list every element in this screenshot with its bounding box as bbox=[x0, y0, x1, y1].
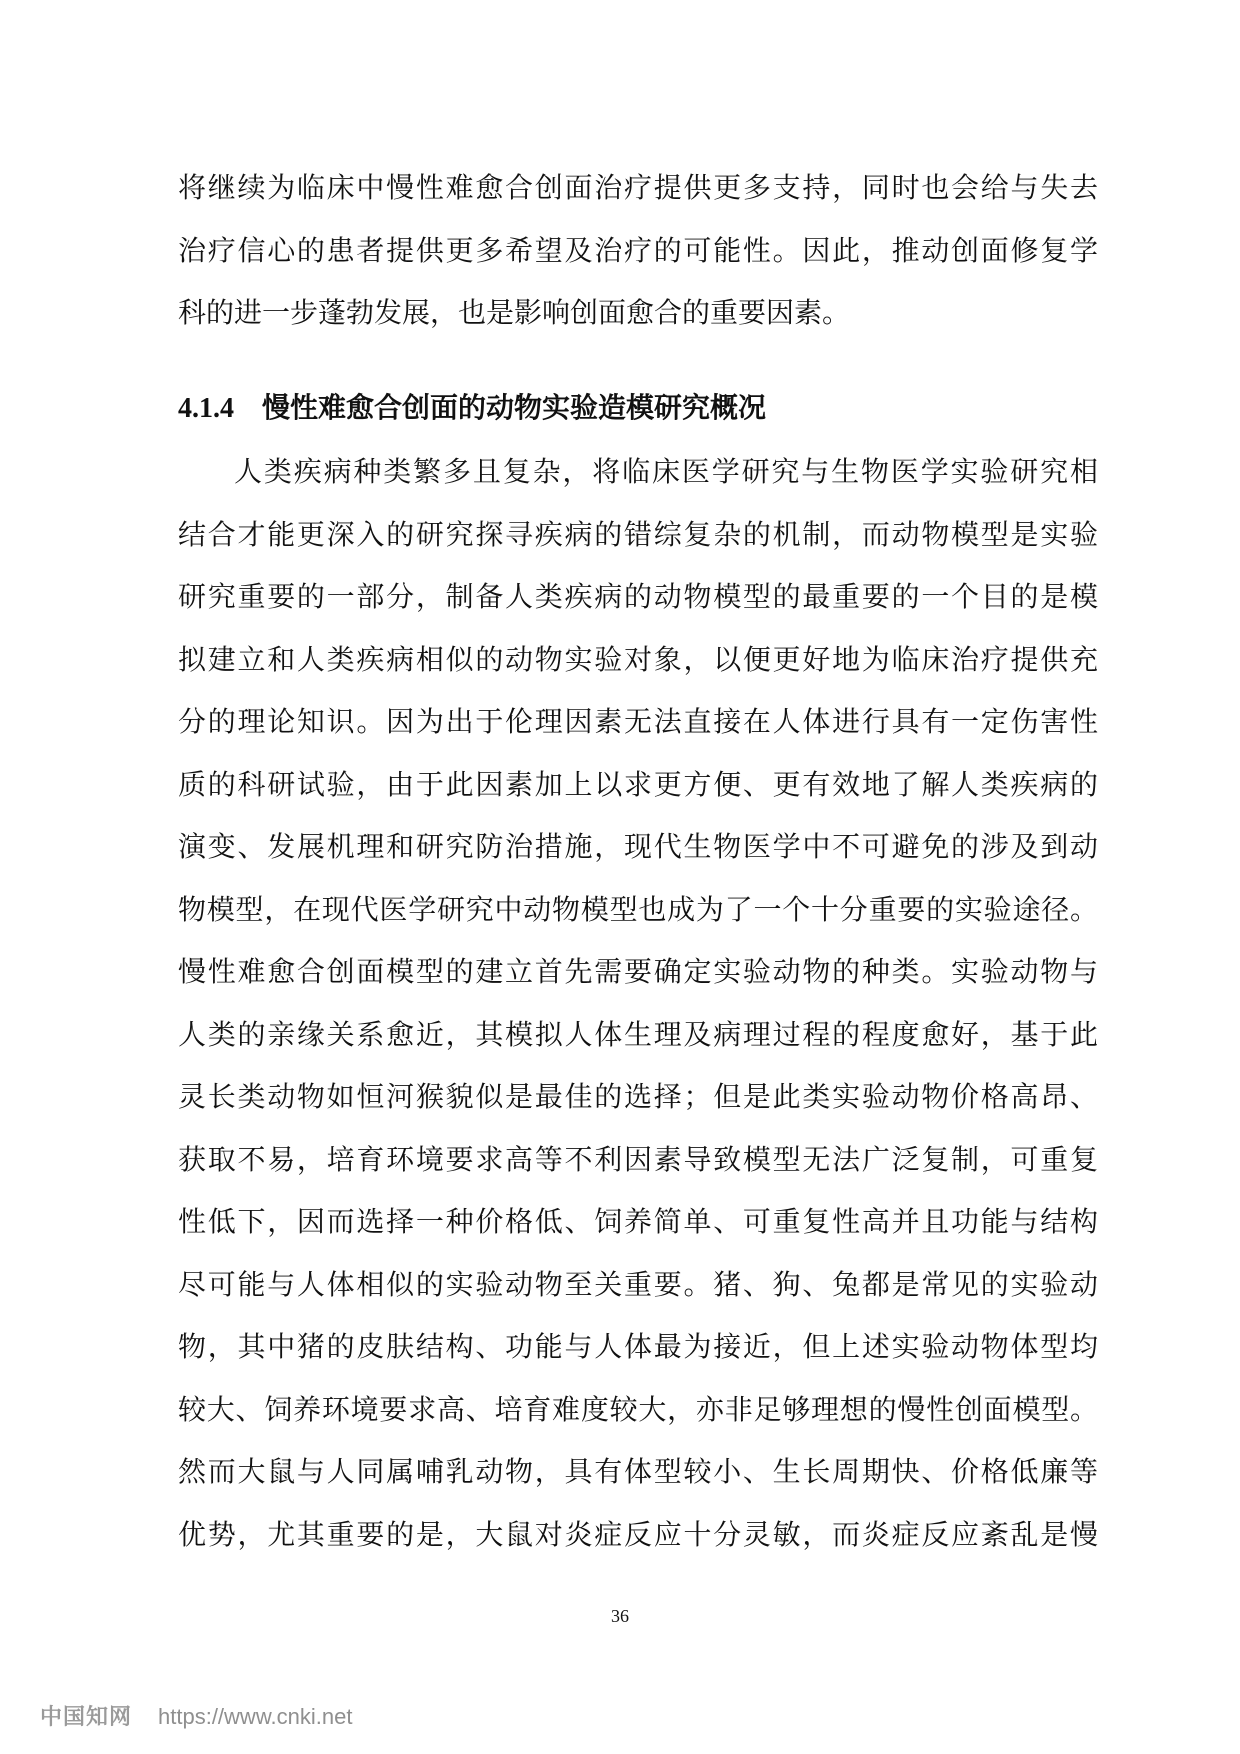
intro-line-1: 将继续为临床中慢性难愈合创面治疗提供更多支持，同时也会给与失去 bbox=[178, 171, 1098, 204]
intro-line-3: 科的进一步蓬勃发展，也是影响创面愈合的重要因素。 bbox=[178, 296, 851, 329]
body-line-15: 物，其中猪的皮肤结构、功能与人体最为接近，但上述实验动物体型均 bbox=[178, 1330, 1098, 1363]
body-line-3: 研究重要的一部分，制备人类疾病的动物模型的最重要的一个目的是模 bbox=[178, 580, 1098, 613]
body-line-2: 结合才能更深入的研究探寻疾病的错综复杂的机制，而动物模型是实验 bbox=[178, 518, 1098, 551]
section-heading bbox=[178, 376, 766, 440]
body-line-8: 物模型，在现代医学研究中动物模型也成为了一个十分重要的实验途径。 bbox=[178, 893, 1098, 926]
intro-line-2: 治疗信心的患者提供更多希望及治疗的可能性。因此，推动创面修复学 bbox=[178, 234, 1098, 267]
cnki-watermark bbox=[40, 1700, 352, 1734]
body-line-10: 人类的亲缘关系愈近，其模拟人体生理及病理过程的程度愈好，基于此 bbox=[178, 1018, 1098, 1051]
body-line-9: 慢性难愈合创面模型的建立首先需要确定实验动物的种类。实验动物与 bbox=[178, 955, 1098, 988]
body-line-18: 优势，尤其重要的是，大鼠对炎症反应十分灵敏，而炎症反应紊乱是慢 bbox=[178, 1518, 1098, 1551]
cnki-url[interactable]: https://www.cnki.net bbox=[158, 1704, 353, 1729]
body-line-7: 演变、发展机理和研究防治措施，现代生物医学中不可避免的涉及到动 bbox=[178, 830, 1098, 863]
cnki-logo: 中国知网 bbox=[40, 1705, 133, 1730]
body-line-13: 性低下，因而选择一种价格低、饲养简单、可重复性高并且功能与结构 bbox=[178, 1205, 1098, 1238]
section-number: 4.1.4 bbox=[178, 393, 234, 424]
body-line-16: 较大、饲养环境要求高、培育难度较大，亦非足够理想的慢性创面模型。 bbox=[178, 1393, 1098, 1426]
body-line-14: 尽可能与人体相似的实验动物至关重要。猪、狗、兔都是常见的实验动 bbox=[178, 1268, 1098, 1301]
body-line-11: 灵长类动物如恒河猴貌似是最佳的选择；但是此类实验动物价格高昂、 bbox=[178, 1080, 1098, 1113]
page-number: 36 bbox=[611, 1606, 629, 1626]
body-line-5: 分的理论知识。因为出于伦理因素无法直接在人体进行具有一定伤害性 bbox=[178, 705, 1098, 738]
body-line-6: 质的科研试验，由于此因素加上以求更方便、更有效地了解人类疾病的 bbox=[178, 768, 1098, 801]
body-line-1: 人类疾病种类繁多且复杂，将临床医学研究与生物医学实验研究相 bbox=[234, 455, 1098, 488]
body-line-12: 获取不易，培育环境要求高等不利因素导致模型无法广泛复制，可重复 bbox=[178, 1143, 1098, 1176]
section-title: 慢性难愈合创面的动物实验造模研究概况 bbox=[262, 391, 767, 424]
body-line-4: 拟建立和人类疾病相似的动物实验对象，以便更好地为临床治疗提供充 bbox=[178, 643, 1098, 676]
body-line-17: 然而大鼠与人同属哺乳动物，具有体型较小、生长周期快、价格低廉等 bbox=[178, 1455, 1098, 1488]
